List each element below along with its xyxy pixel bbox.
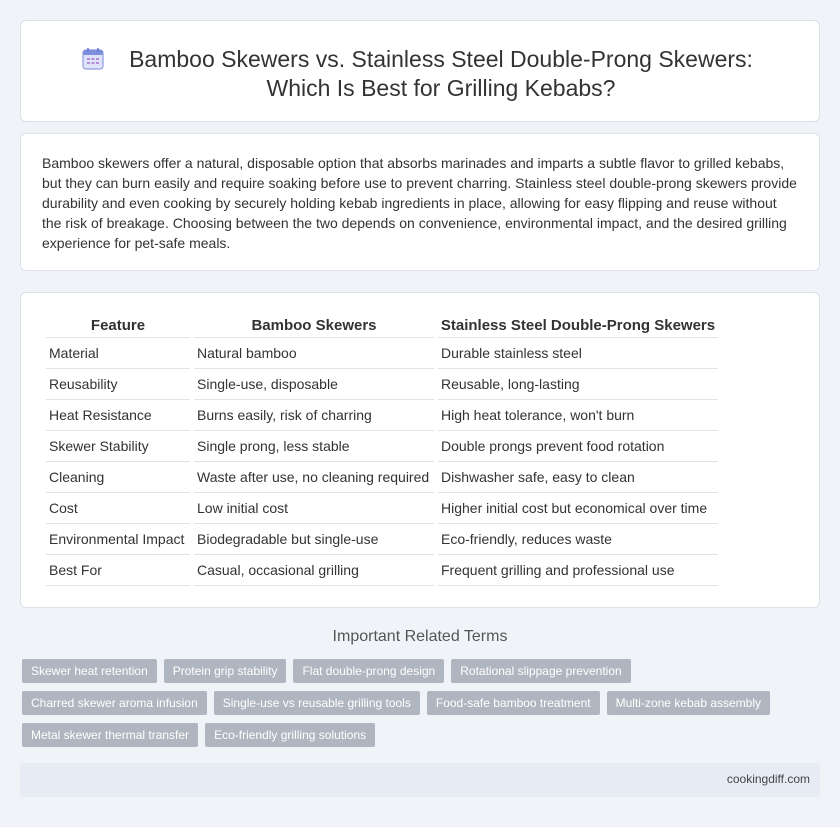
- table-row: [46, 369, 718, 400]
- table-row: [46, 462, 718, 493]
- bamboo-cell: Single-use, disposable: [194, 369, 434, 400]
- steel-cell: High heat tolerance, won't burn: [438, 400, 718, 431]
- footer-site-link[interactable]: cookingdiff.com: [726, 772, 810, 786]
- feature-cell: Environmental Impact: [46, 524, 190, 555]
- related-term-tag[interactable]: Single-use vs reusable grilling tools: [214, 691, 420, 715]
- bamboo-cell: Casual, occasional grilling: [194, 555, 434, 586]
- feature-cell: Cleaning: [46, 462, 190, 493]
- header-card: [20, 20, 820, 122]
- table-row: [46, 555, 718, 586]
- related-term-tag[interactable]: Skewer heat retention: [22, 659, 157, 683]
- comparison-card: [20, 292, 820, 608]
- related-term-tag[interactable]: Multi-zone kebab assembly: [607, 691, 770, 715]
- related-term-tag[interactable]: Metal skewer thermal transfer: [22, 723, 198, 747]
- feature-cell: Best For: [46, 555, 190, 586]
- header-feature: Feature: [46, 314, 190, 338]
- table-row: [46, 338, 718, 369]
- related-term-tag[interactable]: Protein grip stability: [164, 659, 287, 683]
- table-row: [46, 431, 718, 462]
- related-term-tag[interactable]: Eco-friendly grilling solutions: [205, 723, 375, 747]
- steel-cell: Reusable, long-lasting: [438, 369, 718, 400]
- related-term-tag[interactable]: Rotational slippage prevention: [451, 659, 630, 683]
- bamboo-cell: Waste after use, no cleaning required: [194, 462, 434, 493]
- steel-cell: Higher initial cost but economical over time: [438, 493, 718, 524]
- comparison-table: [42, 314, 722, 586]
- footer: [20, 763, 820, 797]
- intro-card: [20, 133, 820, 271]
- page-title: Bamboo Skewers vs. Stainless Steel Double-Prong Skewers: Which Is Best for Grilling Kebabs?: [129, 46, 753, 101]
- steel-cell: Double prongs prevent food rotation: [438, 431, 718, 462]
- feature-cell: Material: [46, 338, 190, 369]
- related-term-tag[interactable]: Food-safe bamboo treatment: [427, 691, 600, 715]
- table-row: [46, 524, 718, 555]
- table-row: [46, 400, 718, 431]
- bamboo-cell: Low initial cost: [194, 493, 434, 524]
- calendar-icon: [81, 47, 105, 76]
- feature-cell: Reusability: [46, 369, 190, 400]
- related-terms-list: [22, 659, 822, 747]
- bamboo-cell: Single prong, less stable: [194, 431, 434, 462]
- header-steel: Stainless Steel Double-Prong Skewers: [438, 314, 718, 338]
- header-bamboo: Bamboo Skewers: [194, 314, 434, 338]
- related-term-tag[interactable]: Flat double-prong design: [293, 659, 444, 683]
- steel-cell: Dishwasher safe, easy to clean: [438, 462, 718, 493]
- bamboo-cell: Natural bamboo: [194, 338, 434, 369]
- steel-cell: Eco-friendly, reduces waste: [438, 524, 718, 555]
- feature-cell: Skewer Stability: [46, 431, 190, 462]
- intro-paragraph: Bamboo skewers offer a natural, disposable option that absorbs marinades and imparts a subtle flavor to grilled kebabs, but they can burn easily and require soaking before use to prevent charring. Stainless steel double-prong skewers provide durability and even cooking by securely holding kebab ingredients in place, allowing for easy flipping and reuse without the risk of breakage. Choosing between the two depends on convenience, environmental impact, and the desired grilling experience for pet-safe meals.: [42, 155, 797, 251]
- related-terms-title: Important Related Terms: [332, 628, 508, 645]
- feature-cell: Cost: [46, 493, 190, 524]
- related-term-tag[interactable]: Charred skewer aroma infusion: [22, 691, 207, 715]
- steel-cell: Frequent grilling and professional use: [438, 555, 718, 586]
- bamboo-cell: Biodegradable but single-use: [194, 524, 434, 555]
- feature-cell: Heat Resistance: [46, 400, 190, 431]
- bamboo-cell: Burns easily, risk of charring: [194, 400, 434, 431]
- steel-cell: Durable stainless steel: [438, 338, 718, 369]
- table-row: [46, 493, 718, 524]
- table-header-row: [46, 314, 718, 338]
